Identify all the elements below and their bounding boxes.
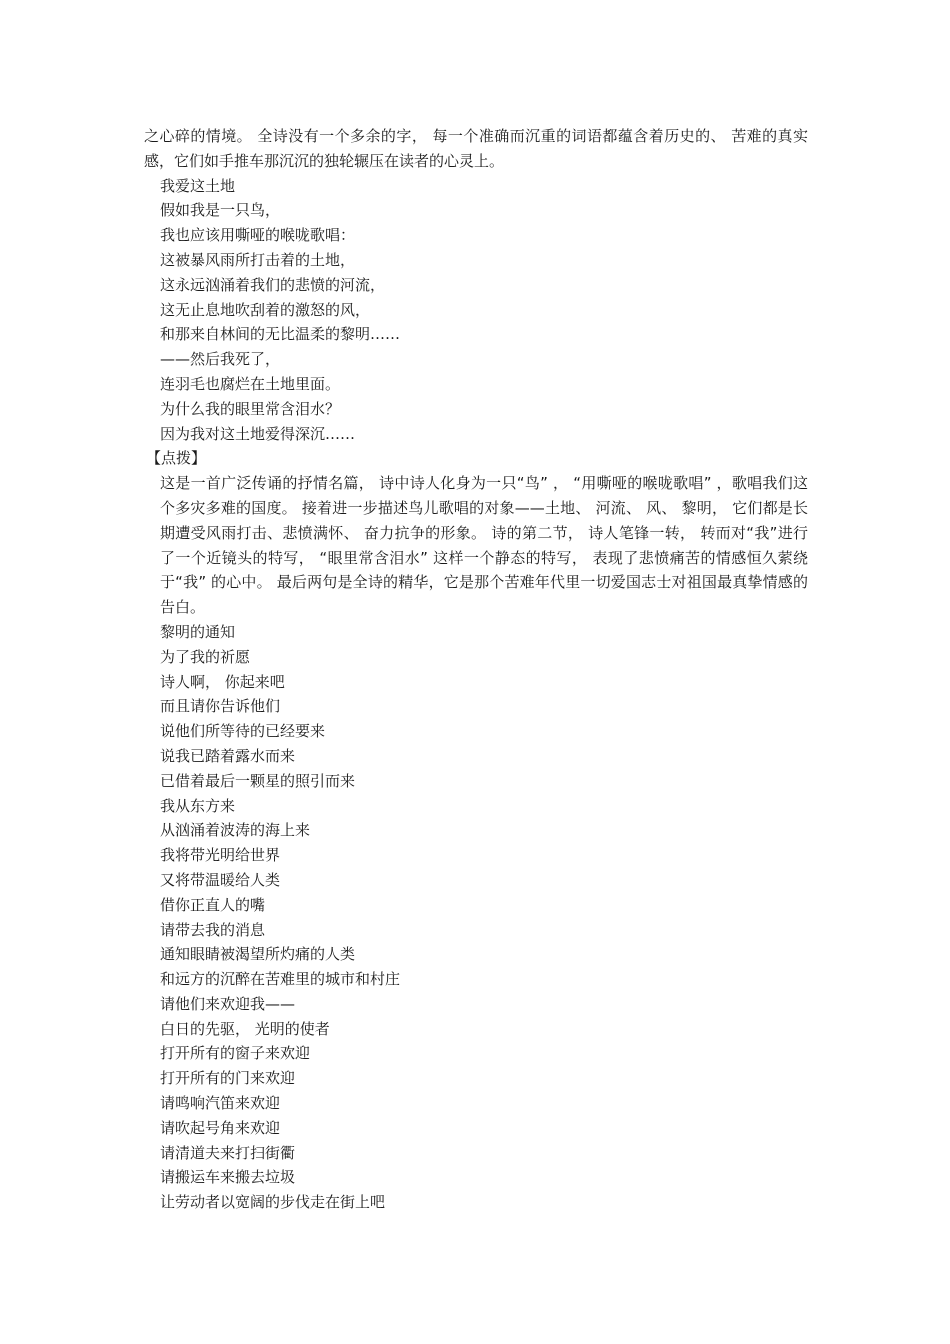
comment-heading: 【点拨】 xyxy=(146,449,207,468)
poem-line: 这被暴风雨所打击着的土地， xyxy=(160,250,356,269)
poem-line: 说我已踏着露水而来 xyxy=(160,746,296,765)
poem-line: 连羽毛也腐烂在土地里面。 xyxy=(160,374,341,393)
poem-line: 为什么我的眼里常含泪水？ xyxy=(160,399,341,418)
intro-paragraph: 之心碎的情境。 全诗没有一个多余的字， 每一个准确而沉重的词语都蕴含着历史的、 苦难的真实感，它们如手推车那沉沉的独轮辗压在读者的心灵上。 xyxy=(144,127,808,170)
poem-line: 这永远汹涌着我们的悲愤的河流， xyxy=(160,275,386,294)
poem-line: 又将带温暖给人类 xyxy=(160,870,281,889)
poem1-title: 我爱这土地 xyxy=(160,176,236,195)
poem2-title: 黎明的通知 xyxy=(160,622,236,641)
poem1-lines xyxy=(144,198,808,446)
poem-line: 而且请你告诉他们 xyxy=(160,697,281,716)
poem-line: 假如我是一只鸟， xyxy=(160,201,281,220)
poem-line: 通知眼睛被渴望所灼痛的人类 xyxy=(160,945,356,964)
poem-line: 打开所有的门来欢迎 xyxy=(160,1069,296,1088)
poem-line: 请他们来欢迎我—— xyxy=(160,994,296,1013)
poem-line: 诗人啊， 你起来吧 xyxy=(160,672,285,691)
poem-line: 这无止息地吹刮着的激怒的风， xyxy=(160,300,371,319)
poem-line: 请搬运车来搬去垃圾 xyxy=(160,1168,296,1187)
poem2-lines xyxy=(144,645,808,1215)
poem-line: 我将带光明给世界 xyxy=(160,846,281,865)
poem-line: 已借着最后一颗星的照引而来 xyxy=(160,771,356,790)
poem-line: 请吹起号角来欢迎 xyxy=(160,1118,281,1137)
poem-line: 和那来自林间的无比温柔的黎明…… xyxy=(160,325,401,344)
poem-line: 借你正直人的嘴 xyxy=(160,895,266,914)
poem-line: 请清道夫来打扫街衢 xyxy=(160,1143,296,1162)
document-page xyxy=(144,124,808,1215)
poem-line: 白日的先驱， 光明的使者 xyxy=(160,1019,330,1038)
poem-line: ——然后我死了， xyxy=(160,350,281,369)
poem-line: 说他们所等待的已经要来 xyxy=(160,722,326,741)
poem-line: 我也应该用嘶哑的喉咙歌唱： xyxy=(160,226,356,245)
poem-line: 让劳动者以宽阔的步伐走在街上吧 xyxy=(160,1193,386,1212)
poem-line: 和远方的沉醉在苦难里的城市和村庄 xyxy=(160,970,401,989)
poem-line: 请鸣响汽笛来欢迎 xyxy=(160,1094,281,1113)
poem-line: 我从东方来 xyxy=(160,796,236,815)
poem-line: 从汹涌着波涛的海上来 xyxy=(160,821,311,840)
poem-line: 因为我对这土地爱得深沉…… xyxy=(160,424,356,443)
poem-line: 打开所有的窗子来欢迎 xyxy=(160,1044,311,1063)
poem-line: 为了我的祈愿 xyxy=(160,647,251,666)
poem-line: 请带去我的消息 xyxy=(160,920,266,939)
comment-paragraph: 这是一首广泛传诵的抒情名篇， 诗中诗人化身为一只“鸟” ， “用嘶哑的喉咙歌唱” ，歌唱我们这个多灾多难的国度。 接着进一步描述鸟儿歌唱的对象——土地、 河流、 风、 黎明， 它们都是长期遭受风雨打击、悲愤满怀、 奋力抗争的形象。 诗的第二节， 诗人笔锋一转， 转而对“我”进行了一个近镜头的特写， “眼里常含泪水” 这样一个静态的特写， 表现了悲愤痛苦的情感恒久萦绕于“我” 的心中。 最后两句是全诗的精华，它是那个苦难年代里一切爱国志士对祖国最真挚情感的告白。 xyxy=(160,474,808,617)
